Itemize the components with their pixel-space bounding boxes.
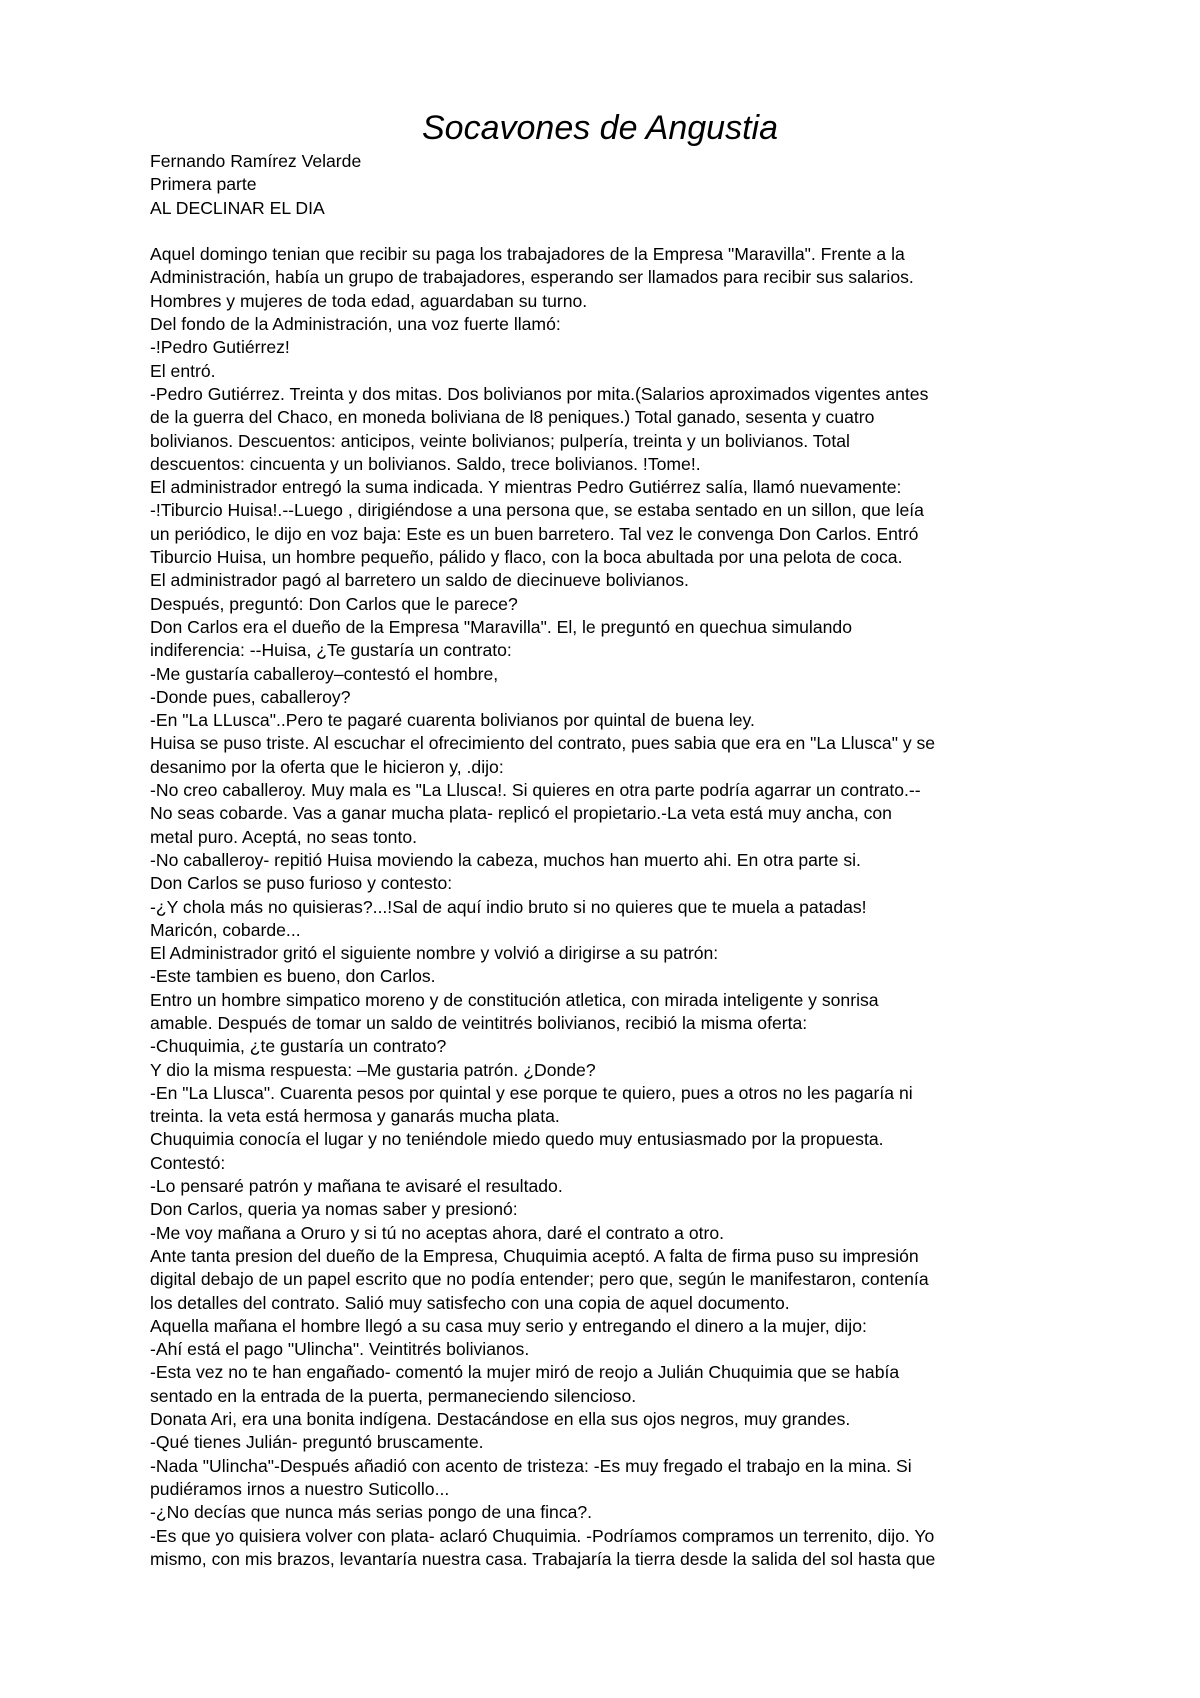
text-line: sentado en la entrada de la puerta, permaneciendo silencioso. xyxy=(150,1385,637,1406)
text-line: -No creo caballeroy. Muy mala es "La Llusca!. Si quieres en otra parte podría agarrar un contrato.-- xyxy=(150,780,921,801)
text-line: -No caballeroy- repitió Huisa moviendo la cabeza, muchos han muerto ahi. En otra parte si. xyxy=(150,849,861,870)
text-line: descuentos: cincuenta y un bolivianos. Saldo, trece bolivianos. !Tome!. xyxy=(150,453,701,474)
text-line: desanimo por la oferta que le hicieron y, .dijo: xyxy=(150,756,504,777)
part-line: Primera parte xyxy=(150,174,257,195)
text-line: de la guerra del Chaco, en moneda boliviana de l8 peniques.) Total ganado, sesenta y cuatro xyxy=(150,407,875,428)
text-line: Aquella mañana el hombre llegó a su casa muy serio y entregando el dinero a la mujer, dijo: xyxy=(150,1315,867,1336)
text-line: El Administrador gritó el siguiente nombre y volvió a dirigirse a su patrón: xyxy=(150,943,719,964)
text-line: Don Carlos se puso furioso y contesto: xyxy=(150,873,453,894)
text-line: -Es que yo quisiera volver con plata- aclaró Chuquimia. -Podríamos compramos un terrenito, dijo. Yo xyxy=(150,1525,935,1546)
text-line: Maricón, cobarde... xyxy=(150,919,301,940)
text-line: Huisa se puso triste. Al escuchar el ofrecimiento del contrato, pues sabia que era en "La Llusca" y se xyxy=(150,733,936,754)
text-line: Entro un hombre simpatico moreno y de constitución atletica, con mirada inteligente y sonrisa xyxy=(150,989,879,1010)
text-line: -Ahí está el pago "Ulincha". Veintitrés bolivianos. xyxy=(150,1339,530,1360)
text-line: -¿No decías que nunca más serias pongo de una finca?. xyxy=(150,1502,593,1523)
text-line: treinta. la veta está hermosa y ganarás mucha plata. xyxy=(150,1106,560,1127)
text-line: Aquel domingo tenian que recibir su paga los trabajadores de la Empresa "Maravilla". Frente a la xyxy=(150,244,905,265)
text-line: -¿Y chola más no quisieras?...!Sal de aquí indio bruto si no quieres que te muela a patadas! xyxy=(150,896,867,917)
text-line: -Me gustaría caballeroy–contestó el hombre, xyxy=(150,663,499,684)
text-line: -Pedro Gutiérrez. Treinta y dos mitas. Dos bolivianos por mita.(Salarios aproximados vigentes antes xyxy=(150,383,929,404)
author-line: Fernando Ramírez Velarde xyxy=(150,151,362,171)
text-line: Administración, había un grupo de trabajadores, esperando ser llamados para recibir sus salarios. xyxy=(150,267,914,288)
text-line: -Donde pues, caballeroy? xyxy=(150,686,351,707)
text-line: Don Carlos, queria ya nomas saber y presionó: xyxy=(150,1199,518,1220)
document-title: Socavones de Angustia xyxy=(422,109,778,147)
text-line: -Este tambien es bueno, don Carlos. xyxy=(150,966,436,987)
blank-line xyxy=(150,220,1070,243)
story-text xyxy=(150,243,1070,1571)
text-line: bolivianos. Descuentos: anticipos, veinte bolivianos; pulpería, treinta y un bolivianos. Total xyxy=(150,430,850,451)
text-line: los detalles del contrato. Salió muy satisfecho con una copia de aquel documento. xyxy=(150,1292,790,1313)
text-line: -!Tiburcio Huisa!.--Luego , dirigiéndose a una persona que, se estaba sentado en un sillon, que leía xyxy=(150,500,924,521)
text-line: -Nada "Ulincha"-Después añadió con acento de tristeza: -Es muy fregado el trabajo en la mina. Si xyxy=(150,1455,912,1476)
text-line: Chuquimia conocía el lugar y no teniéndole miedo quedo muy entusiasmado por la propuesta. xyxy=(150,1129,884,1150)
text-line: digital debajo de un papel escrito que no podía entender; pero que, según le manifestaron, contenía xyxy=(150,1269,929,1290)
text-line: Del fondo de la Administración, una voz fuerte llamó: xyxy=(150,314,561,335)
text-line: Hombres y mujeres de toda edad, aguardaban su turno. xyxy=(150,290,588,311)
text-line: Donata Ari, era una bonita indígena. Destacándose en ella sus ojos negros, muy grandes. xyxy=(150,1409,851,1430)
text-line: -Lo pensaré patrón y mañana te avisaré el resultado. xyxy=(150,1176,563,1197)
text-line: amable. Después de tomar un saldo de veintitrés bolivianos, recibió la misma oferta: xyxy=(150,1012,808,1033)
text-line: -En "La LLusca"..Pero te pagaré cuarenta bolivianos por quintal de buena ley. xyxy=(150,710,755,731)
text-line: -Chuquimia, ¿te gustaría un contrato? xyxy=(150,1036,447,1057)
text-line: -!Pedro Gutiérrez! xyxy=(150,337,290,358)
text-line: indiferencia: --Huisa, ¿Te gustaría un contrato: xyxy=(150,640,512,661)
text-line: El entró. xyxy=(150,360,216,381)
text-line: Y dio la misma respuesta: –Me gustaria patrón. ¿Donde? xyxy=(150,1059,596,1080)
text-line: Tiburcio Huisa, un hombre pequeño, pálido y flaco, con la boca abultada por una pelota de coca. xyxy=(150,547,903,568)
text-line: un periódico, le dijo en voz baja: Este es un buen barretero. Tal vez le convenga Don Carlos. Entró xyxy=(150,523,919,544)
chapter-heading: AL DECLINAR EL DIA xyxy=(150,197,325,218)
text-line: Contestó: xyxy=(150,1152,226,1173)
text-line: -Esta vez no te han engañado- comentó la mujer miró de reojo a Julián Chuquimia que se había xyxy=(150,1362,900,1383)
text-line: -Me voy mañana a Oruro y si tú no aceptas ahora, daré el contrato a otro. xyxy=(150,1222,725,1243)
text-line: mismo, con mis brazos, levantaría nuestra casa. Trabajaría la tierra desde la salida del sol hasta que xyxy=(150,1548,936,1569)
text-line: Don Carlos era el dueño de la Empresa "Maravilla". El, le preguntó en quechua simulando xyxy=(150,616,852,637)
text-line: No seas cobarde. Vas a ganar mucha plata- replicó el propietario.-La veta está muy ancha, con xyxy=(150,803,892,824)
text-line: metal puro. Aceptá, no seas tonto. xyxy=(150,826,418,847)
text-line: El administrador entregó la suma indicada. Y mientras Pedro Gutiérrez salía, llamó nuevamente: xyxy=(150,477,902,498)
text-line: Ante tanta presion del dueño de la Empresa, Chuquimia aceptó. A falta de firma puso su impresión xyxy=(150,1245,919,1266)
text-line: Después, preguntó: Don Carlos que le parece? xyxy=(150,593,518,614)
text-line: -Qué tienes Julián- preguntó bruscamente. xyxy=(150,1432,484,1453)
document-body xyxy=(150,150,1070,1571)
text-line: El administrador pagó al barretero un saldo de diecinueve bolivianos. xyxy=(150,570,689,591)
text-line: -En "La Llusca". Cuarenta pesos por quintal y ese porque te quiero, pues a otros no les pagaría ni xyxy=(150,1082,913,1103)
text-line: pudiéramos irnos a nuestro Suticollo... xyxy=(150,1478,450,1499)
